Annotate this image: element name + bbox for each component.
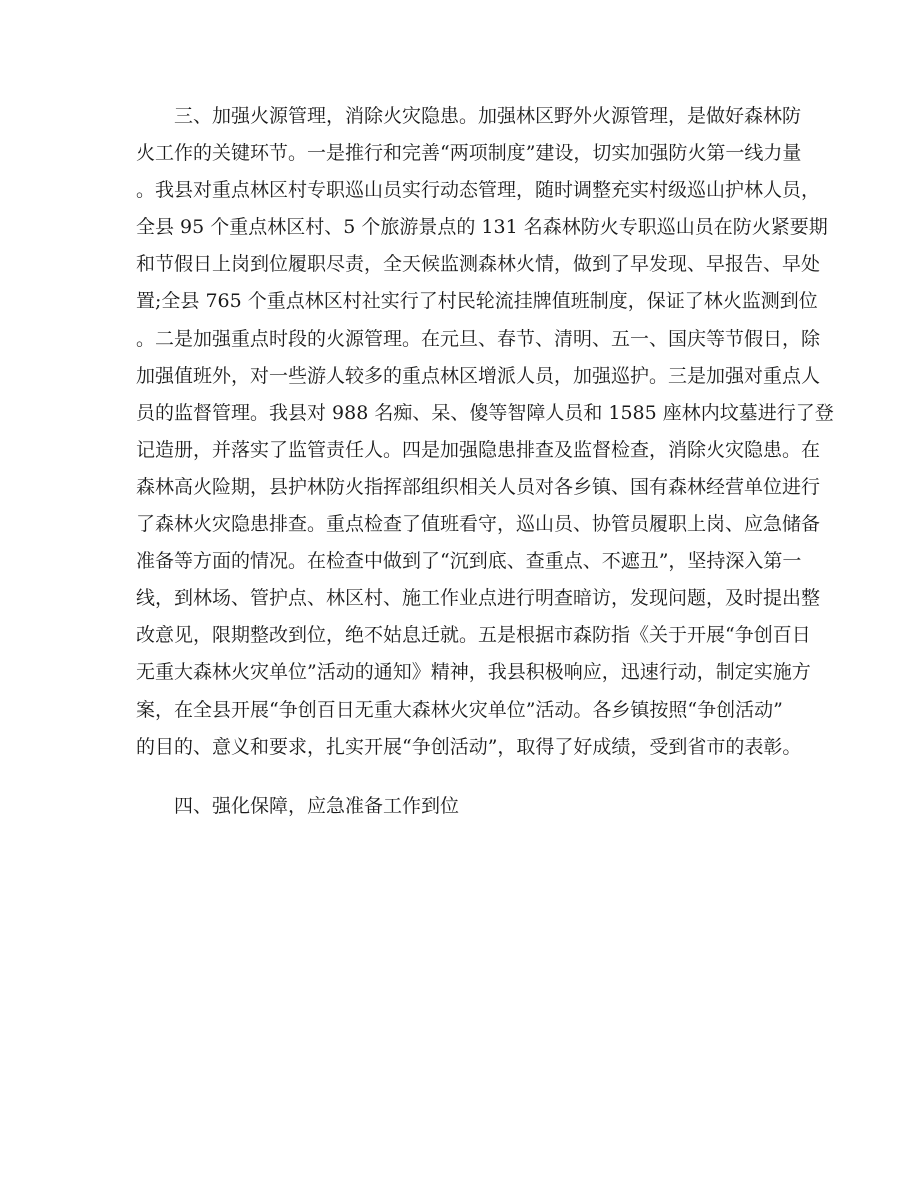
paragraph-line: 线，到林场、管护点、林区村、施工作业点进行明查暗访，发现问题，及时提出整 [136,587,821,610]
paragraph-line: 置;全县 765 个重点林区村社实行了村民轮流挂牌值班制度，保证了林火监测到位 [136,290,818,313]
paragraph-line: 的目的、意义和要求，扎实开展“争创活动”，取得了好成绩，受到省市的表彰。 [136,735,802,758]
paragraph-line: 案，在全县开展“争创百日无重大森林火灾单位”活动。各乡镇按照“争创活动” [136,698,783,721]
paragraph-line: 员的监督管理。我县对 988 名痴、呆、傻等智障人员和 1585 座林内坟墓进行了登 [136,401,834,424]
paragraph-line: 火工作的关键环节。一是推行和完善“两项制度”建设，切实加强防火第一线力量 [136,142,802,165]
paragraph-line: 。我县对重点林区村专职巡山员实行动态管理，随时调整充实村级巡山护林人员， [136,179,821,202]
section-heading-emergency-preparedness: 四、强化保障，应急准备工作到位 [174,794,460,817]
paragraph-line: 加强值班外，对一些游人较多的重点林区增派人员，加强巡护。三是加强对重点人 [136,364,821,387]
paragraph-line: 三、加强火源管理，消除火灾隐患。加强林区野外火源管理，是做好森林防 [174,105,802,127]
paragraph-fire-source-management [136,98,834,766]
paragraph-line: 无重大森林火灾单位”活动的通知》精神，我县积极响应，迅速行动，制定实施方 [136,661,811,684]
paragraph-line: 改意见，限期整改到位，绝不姑息迁就。五是根据市森防指《关于开展“争创百日 [136,624,811,647]
paragraph-line: 准备等方面的情况。在检查中做到了“沉到底、查重点、不遮丑”，坚持深入第一 [136,550,802,573]
document-body [136,98,834,825]
paragraph-line: 全县 95 个重点林区村、5 个旅游景点的 131 名森林防火专职巡山员在防火紧要期 [136,216,828,239]
paragraph-line: 森林高火险期，县护林防火指挥部组织相关人员对各乡镇、国有森林经营单位进行 [136,475,821,498]
paragraph-line: 记造册，并落实了监管责任人。四是加强隐患排查及监督检查，消除火灾隐患。在 [136,438,821,461]
paragraph-line: 和节假日上岗到位履职尽责，全天候监测森林火情，做到了早发现、早报告、早处 [136,253,821,276]
paragraph-line: 了森林火灾隐患排查。重点检查了值班看守，巡山员、协管员履职上岗、应急储备 [136,513,821,536]
paragraph-line: 。二是加强重点时段的火源管理。在元旦、春节、清明、五一、国庆等节假日，除 [136,327,821,350]
